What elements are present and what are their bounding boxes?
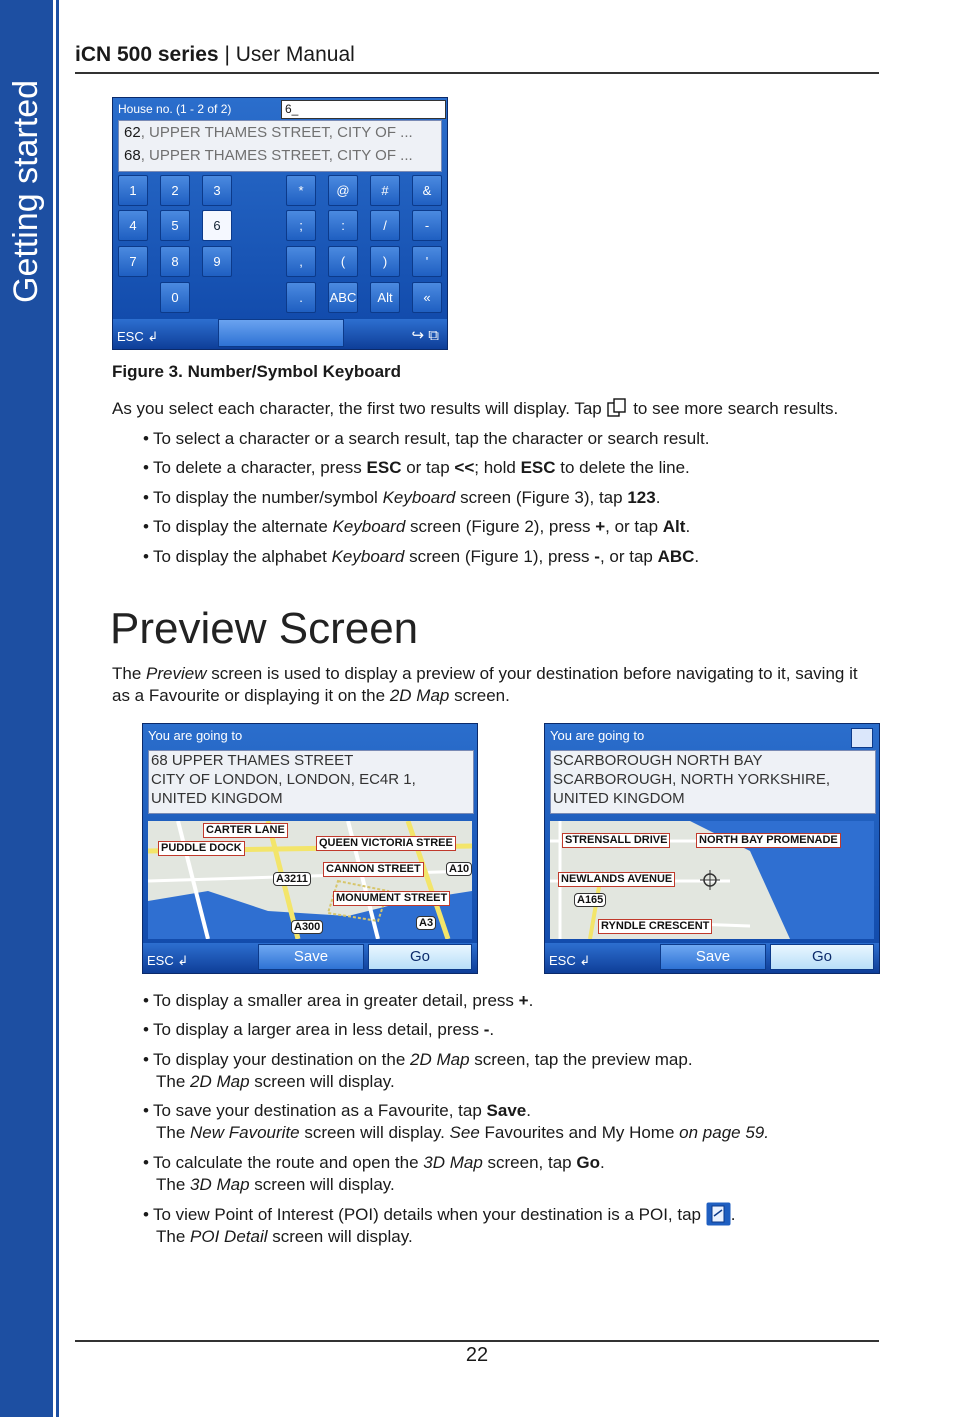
header-separator: | — [218, 43, 236, 66]
key-1-6: # — [370, 175, 400, 206]
bullet-item: • To delete a character, press ESC or tap <<; hold ESC to delete the line. — [143, 458, 690, 477]
bullet-item: • To display a larger area in less detail, press -. — [143, 1020, 495, 1039]
bullet-item: • To display a smaller area in greater detail, press +. — [143, 991, 534, 1010]
road-label: A165 — [574, 893, 606, 907]
key-3-5: ( — [328, 246, 358, 277]
road-label: A300 — [291, 920, 323, 934]
preview-screen-scarborough — [544, 723, 880, 974]
intro-paragraph: As you select each character, the first two results will display. Tap to see more search results. — [112, 399, 839, 418]
preview-map — [148, 821, 472, 939]
bullet-item: • To display the alternate Keyboard screen (Figure 2), press +, or tap Alt. — [143, 517, 691, 536]
key-1-2: 2 — [160, 175, 190, 206]
return-arrow-icon: ↲ — [579, 953, 591, 968]
key-2-5: : — [328, 210, 358, 241]
figure-caption: Figure 3. Number/Symbol Keyboard — [112, 362, 402, 381]
destination-address: 68 UPPER THAMES STREET CITY OF LONDON, LONDON, EC4R 1, UNITED KINGDOM — [148, 750, 474, 814]
esc-button: ESC ↲ — [117, 329, 159, 344]
header-rule — [75, 72, 879, 74]
bullet-item: • To calculate the route and open the 3D Map screen, tap Go. The 3D Map screen will display. — [143, 1153, 605, 1194]
destination-address: SCARBOROUGH NORTH BAY SCARBOROUGH, NORTH YORKSHIRE, UNITED KINGDOM — [550, 750, 876, 814]
key-4-2: . — [286, 282, 316, 313]
esc-button: ESC ↲ — [549, 953, 591, 968]
street-label: CARTER LANE — [203, 823, 288, 838]
street-label: RYNDLE CRESCENT — [598, 919, 712, 934]
poi-detail-icon — [851, 728, 873, 748]
side-rule — [56, 0, 59, 1417]
key-2-7: - — [412, 210, 442, 241]
preview-bottom-bar — [545, 943, 879, 973]
go-button: Go — [770, 944, 874, 970]
space-button — [218, 319, 344, 347]
key-2-1: 4 — [118, 210, 148, 241]
key-1-3: 3 — [202, 175, 232, 206]
save-button: Save — [660, 944, 766, 970]
search-result: 68, UPPER THAMES STREET, CITY OF ... — [124, 147, 413, 164]
poi-detail-icon — [706, 1202, 731, 1226]
preview-map — [550, 821, 874, 939]
go-button: Go — [368, 944, 472, 970]
preview-screen-london — [142, 723, 478, 974]
chapter-title: Getting started — [7, 79, 45, 303]
key-4-5: « — [412, 282, 442, 313]
street-label: NEWLANDS AVENUE — [558, 872, 675, 887]
bullet-item: • To display your destination on the 2D Map screen, tap the preview map. The 2D Map screen will display. — [143, 1050, 693, 1091]
preview-paragraph: The Preview screen is used to display a preview of your destination before navigating to it, saving it as a Favourite or displaying it on the 2D Map screen. — [112, 664, 858, 705]
bullet-item: • To display the alphabet Keyboard screen (Figure 1), press -, or tap ABC. — [143, 547, 700, 566]
key-3-7: ' — [412, 246, 442, 277]
key-3-1: 7 — [118, 246, 148, 277]
key-4-3: ABC — [328, 282, 358, 313]
key-2-2: 5 — [160, 210, 190, 241]
street-label: STRENSALL DRIVE — [562, 833, 670, 848]
street-label: CANNON STREET — [323, 862, 424, 877]
road-label: A3 — [416, 916, 436, 930]
search-result: 62, UPPER THAMES STREET, CITY OF ... — [124, 124, 413, 141]
preview-bottom-bar — [143, 943, 477, 973]
key-3-4: , — [286, 246, 316, 277]
page-number: 22 — [465, 1344, 489, 1366]
key-2-6: / — [370, 210, 400, 241]
key-3-6: ) — [370, 246, 400, 277]
key-3-3: 9 — [202, 246, 232, 277]
bullet-item: • To save your destination as a Favourite, tap Save. The New Favourite screen will display. See Favourites and My Home on page 59. — [143, 1101, 769, 1142]
footer-rule — [75, 1340, 879, 1342]
return-arrow-icon: ↲ — [147, 329, 159, 344]
bullet-item: • To display the number/symbol Keyboard screen (Figure 3), tap 123. — [143, 488, 661, 507]
more-results-icon — [606, 398, 628, 418]
street-label: NORTH BAY PROMENADE — [696, 833, 841, 848]
return-arrow-icon: ↲ — [177, 953, 189, 968]
number-symbol-keyboard-screenshot — [112, 97, 448, 350]
road-label: A3211 — [273, 872, 311, 886]
key-1-1: 1 — [118, 175, 148, 206]
search-results — [118, 120, 442, 172]
key-1-5: @ — [328, 175, 358, 206]
keyboard-bottom-bar — [113, 319, 447, 349]
more-results-icon: ↪ ⧉ — [411, 327, 439, 344]
preview-title: You are going to — [148, 728, 243, 743]
product-name: iCN 500 series — [75, 43, 219, 66]
street-label: QUEEN VICTORIA STREE — [316, 836, 456, 851]
esc-button: ESC ↲ — [147, 953, 189, 968]
house-number-label: House no. (1 - 2 of 2) — [118, 102, 232, 116]
section-title: Preview Screen — [110, 604, 419, 653]
key-2-3: 6 — [202, 210, 232, 241]
key-1-7: & — [412, 175, 442, 206]
house-number-input: 6_ — [281, 100, 446, 119]
preview-title: You are going to — [550, 728, 645, 743]
road-label: A10 — [446, 862, 472, 876]
key-4-1: 0 — [160, 282, 190, 313]
key-4-4: Alt — [370, 282, 400, 313]
bullet-item: • To view Point of Interest (POI) details when your destination is a POI, tap . The POI Detail screen will display. — [143, 1202, 883, 1248]
street-label: PUDDLE DOCK — [158, 841, 245, 856]
key-3-2: 8 — [160, 246, 190, 277]
street-label: MONUMENT STREET — [333, 891, 450, 906]
header-subtitle: User Manual — [235, 43, 355, 66]
save-button: Save — [258, 944, 364, 970]
page-header — [75, 43, 355, 67]
key-1-4: * — [286, 175, 316, 206]
key-2-4: ; — [286, 210, 316, 241]
bullet-item: • To select a character or a search result, tap the character or search result. — [143, 429, 710, 448]
